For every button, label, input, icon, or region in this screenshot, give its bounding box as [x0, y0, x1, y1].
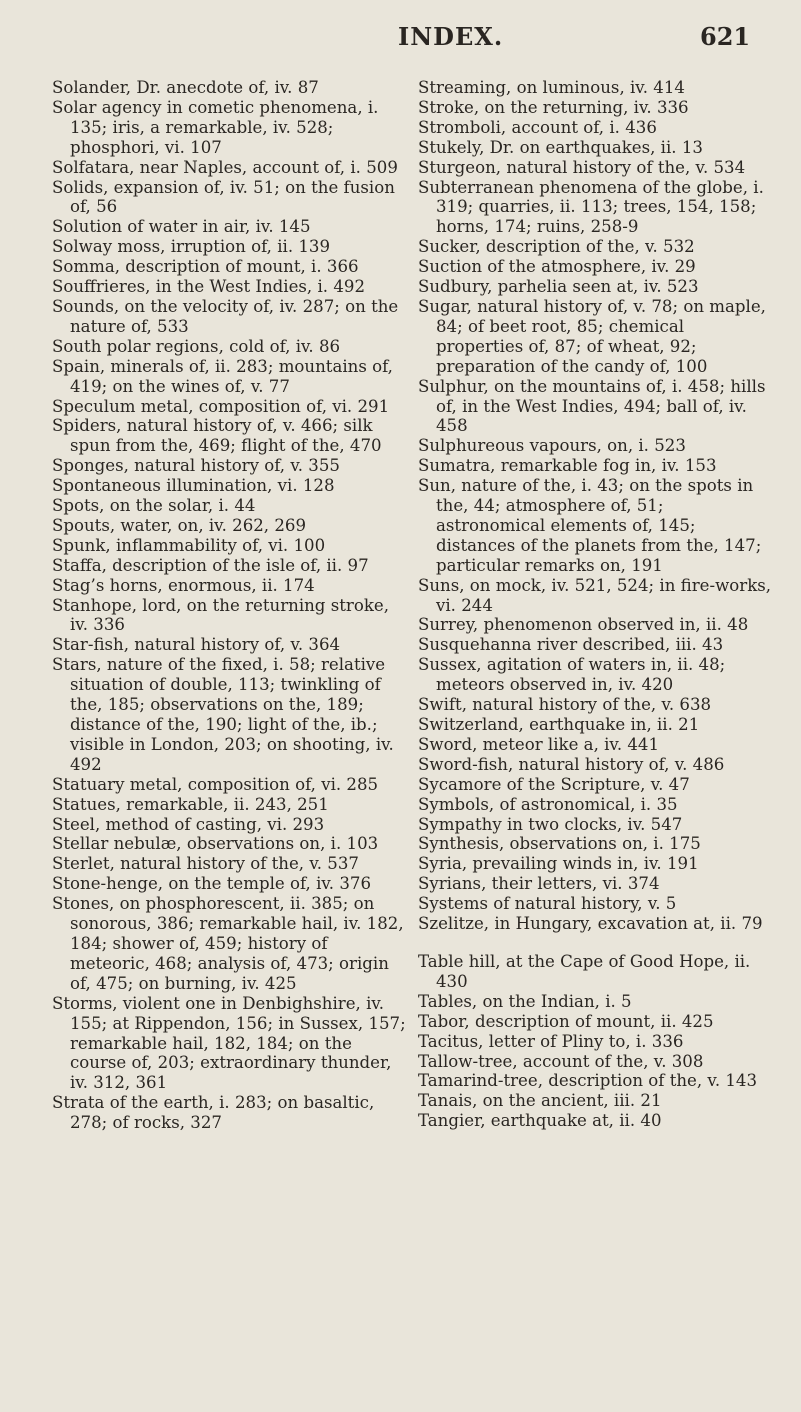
index-entry: Stromboli, account of, i. 436	[418, 117, 657, 137]
index-entry: Sun, nature of the, i. 43; on the spots in the, 44; atmosphere of, 51; astronomical elements of, 145; distances of the planets from the, 147; particular remarks on, 191	[418, 476, 762, 575]
index-entry: Stellar nebulæ, observations on, i. 103	[52, 834, 379, 854]
index-entry: Synthesis, observations on, i. 175	[418, 834, 701, 854]
index-entry: Streaming, on luminous, iv. 414	[418, 78, 685, 97]
index-entry: Stones, on phosphorescent, ii. 385; on sonorous, 386; remarkable hail, iv. 182, 184; shower of, 459; history of meteoric, 468; analysis of, 473; origin of, 475; on burning, iv. 425	[52, 894, 404, 993]
index-entry: Sulphur, on the mountains of, i. 458; hills of, in the West Indies, 494; ball of, iv. 458	[418, 376, 766, 436]
index-entry: Spiders, natural history of, v. 466; silk spun from the, 469; flight of the, 470	[52, 416, 382, 456]
index-entry: Statuary metal, composition of, vi. 285	[52, 774, 379, 794]
index-entry: Spunk, inflammability of, vi. 100	[52, 535, 326, 555]
index-entry: Strata of the earth, i. 283; on basaltic, 278; of rocks, 327	[52, 1093, 375, 1133]
index-entry: Sumatra, remarkable fog in, iv. 153	[418, 456, 717, 476]
index-entry: Susquehanna river described, iii. 43	[418, 635, 724, 655]
index-entry: Syria, prevailing winds in, iv. 191	[418, 854, 699, 874]
index-entry: Syrians, their letters, vi. 374	[418, 874, 660, 894]
index-entry: Solander, Dr. anecdote of, iv. 87	[52, 78, 319, 97]
index-entry: Stanhope, lord, on the returning stroke, iv. 336	[52, 595, 389, 635]
index-entry: Sugar, natural history of, v. 78; on maple, 84; of beet root, 85; chemical properties of, 87; of wheat, 92; preparation of the candy of, 100	[418, 296, 766, 376]
index-entry: Sudbury, parhelia seen at, iv. 523	[418, 277, 699, 297]
index-entry: Tamarind-tree, description of the, v. 143	[418, 1071, 758, 1091]
index-entry: Spain, minerals of, ii. 283; mountains of, 419; on the wines of, v. 77	[52, 356, 393, 396]
index-entry: Storms, violent one in Denbighshire, iv. 155; at Rippendon, 156; in Sussex, 157; remarkable hail, 182, 184; on the course of, 203; extraordinary thunder, iv. 312, 361	[52, 993, 406, 1093]
index-entry: Sword-fish, natural history of, v. 486	[418, 754, 725, 774]
index-entry: Sympathy in two clocks, iv. 547	[418, 814, 683, 834]
index-entry: Stroke, on the returning, iv. 336	[418, 97, 689, 117]
index-entry: Sponges, natural history of, v. 355	[52, 456, 340, 476]
index-entry: Spouts, water, on, iv. 262, 269	[52, 515, 307, 535]
index-entry: Spontaneous illumination, vi. 128	[52, 476, 335, 496]
index-entry: Tanais, on the ancient, iii. 21	[418, 1091, 662, 1111]
index-entry: Suction of the atmosphere, iv. 29	[418, 257, 696, 277]
index-entry: Star-fish, natural history of, v. 364	[52, 635, 341, 655]
index-entry: Souffrieres, in the West Indies, i. 492	[52, 277, 365, 297]
index-entry: Stars, nature of the fixed, i. 58; relative situation of double, 113; twinkling of the, 185; observations on the, 189; distance of the, 190; light of the, ib.; visible in London, 203; on shooting, iv. 492	[52, 655, 394, 774]
index-entry: Solway moss, irruption of, ii. 139	[52, 237, 331, 257]
index-entry: Surrey, phenomenon observed in, ii. 48	[418, 615, 749, 635]
index-entry: Tabor, description of mount, ii. 425	[418, 1011, 714, 1031]
index-entry: Swift, natural history of the, v. 638	[418, 695, 712, 715]
index-entry: Subterranean phenomena of the globe, i. 319; quarries, ii. 113; trees, 154, 158; horns, 174; ruins, 258-9	[418, 177, 764, 237]
index-entry: Spots, on the solar, i. 44	[52, 496, 256, 516]
index-entry: Solfatara, near Naples, account of, i. 509	[52, 157, 398, 177]
right-column	[418, 78, 772, 1131]
index-entry: Staffa, description of the isle of, ii. 97	[52, 555, 369, 575]
index-entry: Table hill, at the Cape of Good Hope, ii. 430	[418, 951, 751, 991]
index-entry: Sturgeon, natural history of the, v. 534	[418, 157, 746, 177]
index-entry: Somma, description of mount, i. 366	[52, 257, 359, 277]
index-entry: Switzerland, earthquake in, ii. 21	[418, 715, 700, 734]
index-entry: South polar regions, cold of, iv. 86	[52, 336, 341, 356]
index-entry: Steel, method of casting, vi. 293	[52, 814, 325, 834]
index-entry: Solution of water in air, iv. 145	[52, 217, 311, 237]
index-entry: Stone-henge, on the temple of, iv. 376	[52, 874, 371, 894]
index-entry: Symbols, of astronomical, i. 35	[418, 794, 678, 814]
index-entry: Systems of natural history, v. 5	[418, 894, 677, 914]
index-entry: Sulphureous vapours, on, i. 523	[418, 436, 686, 456]
index-entry: Stukely, Dr. on earthquakes, ii. 13	[418, 137, 703, 157]
index-entry: Solids, expansion of, iv. 51; on the fusion of, 56	[52, 177, 395, 217]
index-entry: Solar agency in cometic phenomena, i. 135; iris, a remarkable, iv. 528; phosphori, vi. 107	[52, 97, 379, 157]
index-entry: Tangier, earthquake at, ii. 40	[418, 1111, 662, 1131]
index-entry: Szelitze, in Hungary, excavation at, ii. 79	[418, 914, 763, 934]
index-entry: Tacitus, letter of Pliny to, i. 336	[418, 1031, 684, 1051]
index-entry: Statues, remarkable, ii. 243, 251	[52, 794, 329, 814]
page-header	[0, 22, 801, 56]
index-entry: Stag’s horns, enormous, ii. 174	[52, 575, 315, 595]
index-entry: Speculum metal, composition of, vi. 291	[52, 396, 390, 416]
left-column	[52, 78, 406, 1133]
index-entry: Tallow-tree, account of the, v. 308	[418, 1051, 704, 1071]
page-title: INDEX.	[398, 22, 504, 51]
index-entry: Suns, on mock, iv. 521, 524; in fire-works, vi. 244	[418, 575, 772, 615]
index-entry: Sterlet, natural history of the, v. 537	[52, 854, 359, 874]
index-entry: Sussex, agitation of waters in, ii. 48; meteors observed in, iv. 420	[418, 655, 726, 695]
index-entry: Sucker, description of the, v. 532	[418, 237, 695, 257]
index-entry: Tables, on the Indian, i. 5	[418, 991, 632, 1011]
index-entry: Sword, meteor like a, iv. 441	[418, 734, 660, 754]
page-number: 621	[700, 22, 751, 51]
index-entry: Sounds, on the velocity of, iv. 287; on the nature of, 533	[52, 296, 399, 336]
index-entry: Sycamore of the Scripture, v. 47	[418, 774, 690, 794]
